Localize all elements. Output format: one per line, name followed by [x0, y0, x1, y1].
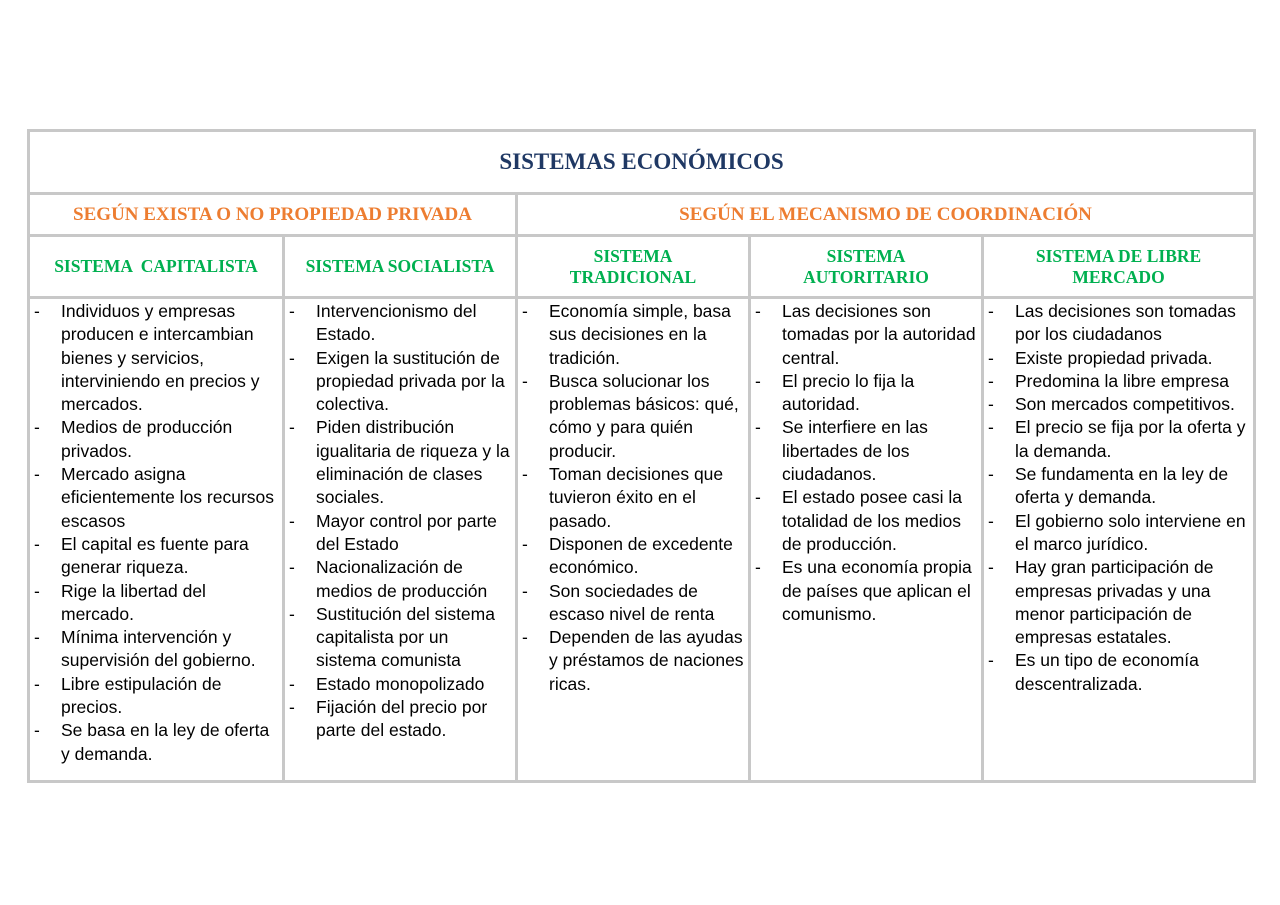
list-item-text: El precio lo fija la autoridad. [782, 370, 915, 415]
list-item [518, 533, 748, 580]
bullet-dash: - [34, 673, 40, 694]
list-item [285, 673, 515, 696]
bullet-dash: - [522, 370, 528, 391]
economic-systems-table [27, 129, 1256, 783]
bullet-dash: - [289, 697, 295, 718]
list-item [30, 463, 282, 533]
list-item-text: El gobierno solo interviene en el marco jurídico. [1015, 510, 1246, 554]
list-item-text: Sustitución del sistema capitalista por un sistema comunista [316, 603, 495, 671]
list-item-text: Mercado asigna eficientemente los recursos escasos [61, 464, 275, 531]
group-header-coordination: SEGÚN EL MECANISMO DE COORDINACIÓN [517, 194, 1255, 236]
bullet-dash: - [988, 417, 994, 438]
list-item-text: Es un tipo de economía descentralizada. [1015, 650, 1199, 694]
list-item-text: Son mercados competitivos. [1015, 394, 1235, 415]
bullet-dash: - [34, 720, 40, 741]
bullet-dash: - [988, 370, 994, 391]
list-item [285, 300, 515, 347]
group-row [29, 194, 1255, 236]
system-header-tradicional: SISTEMA TRADICIONAL [517, 236, 750, 298]
bullet-dash: - [34, 627, 40, 648]
list-item-text: Las decisiones son tomadas por los ciudadanos [1015, 301, 1236, 345]
tradicional-characteristics [517, 298, 750, 782]
bullet-dash: - [988, 510, 994, 531]
bullet-dash: - [34, 580, 40, 601]
list-item [518, 463, 748, 533]
list-item-text: El precio se fija por la oferta y la demanda. [1015, 417, 1246, 461]
list-item [751, 300, 981, 370]
list-item [751, 370, 981, 417]
bullet-dash: - [34, 464, 40, 485]
list-item-text: Dependen de las ayudas y préstamos de naciones ricas. [549, 627, 744, 694]
list-item [30, 533, 282, 580]
list-item-text: Se fundamenta en la ley de oferta y demanda. [1015, 464, 1229, 508]
list-item [285, 510, 515, 557]
list-item [30, 300, 282, 416]
list-item [518, 300, 748, 370]
list-item-text: Las decisiones son tomadas por la autoridad central. [782, 301, 976, 368]
bullet-dash: - [988, 394, 994, 415]
list-item [751, 416, 981, 486]
bullet-dash: - [755, 301, 761, 321]
bullet-dash: - [522, 580, 528, 601]
bullet-dash: - [34, 417, 40, 438]
bullet-dash: - [755, 487, 761, 508]
system-header-capitalista: SISTEMA CAPITALISTA [29, 236, 284, 298]
bullet-dash: - [755, 370, 761, 391]
libre-mercado-characteristics [983, 298, 1255, 782]
list-item-text: Mayor control por parte del Estado [316, 510, 497, 554]
bullet-dash: - [755, 417, 761, 438]
system-header-row [29, 236, 1255, 298]
list-item-text: Hay gran participación de empresas privadas y una menor participación de empresas estatales. [1015, 557, 1214, 648]
bullet-dash: - [522, 464, 528, 485]
list-item-text: Busca solucionar los problemas básicos: qué, cómo y para quién producir. [549, 370, 739, 461]
list-item [285, 416, 515, 509]
list-item [30, 580, 282, 627]
bullet-dash: - [988, 464, 994, 485]
list-item [518, 580, 748, 627]
bullet-dash: - [289, 603, 295, 624]
list-item [30, 719, 282, 766]
list-item-text: Medios de producción privados. [61, 417, 233, 461]
list-item [984, 463, 1253, 510]
bullet-dash: - [289, 417, 295, 438]
group-header-private-property: SEGÚN EXISTA O NO PROPIEDAD PRIVADA [29, 194, 517, 236]
list-item-text: Intervencionismo del Estado. [316, 301, 477, 345]
bullet-dash: - [988, 650, 994, 671]
list-item-text: Exigen la sustitución de propiedad privada por la colectiva. [316, 347, 505, 415]
list-item [285, 696, 515, 743]
list-item [984, 347, 1253, 370]
bullet-dash: - [289, 557, 295, 578]
list-item-text: Disponen de excedente económico. [549, 533, 733, 578]
list-item-text: Toman decisiones que tuvieron éxito en el pasado. [549, 464, 724, 531]
list-item-text: Nacionalización de medios de producción [316, 557, 488, 601]
list-item-text: Estado monopolizado [316, 673, 485, 694]
list-item-text: Se basa en la ley de oferta y demanda. [61, 720, 270, 764]
list-item-text: Existe propiedad privada. [1015, 347, 1213, 368]
list-item [751, 486, 981, 556]
bullet-dash: - [289, 301, 295, 321]
list-item [984, 510, 1253, 557]
list-item [984, 556, 1253, 649]
list-item-text: Individuos y empresas producen e intercambian bienes y servicios, interviniendo en precios y mercados. [61, 301, 260, 415]
system-header-socialista: SISTEMA SOCIALISTA [284, 236, 517, 298]
list-item [30, 416, 282, 463]
list-item-text: El estado posee casi la totalidad de los medios de producción. [782, 487, 962, 554]
list-item [984, 416, 1253, 463]
list-item [984, 300, 1253, 347]
bullet-dash: - [289, 673, 295, 694]
list-item-text: Predomina la libre empresa [1015, 370, 1229, 391]
list-item [285, 347, 515, 417]
list-item [751, 556, 981, 626]
bullet-dash: - [34, 301, 40, 321]
bullet-dash: - [34, 533, 40, 554]
list-item-text: Mínima intervención y supervisión del gobierno. [61, 627, 256, 671]
list-item-text: Se interfiere en las libertades de los ciudadanos. [782, 417, 928, 485]
list-item [285, 603, 515, 673]
list-item [984, 649, 1253, 696]
bullet-dash: - [289, 347, 295, 368]
list-item-text: Economía simple, basa sus decisiones en la tradición. [549, 301, 731, 368]
bullet-dash: - [988, 557, 994, 578]
bullet-dash: - [522, 301, 528, 321]
list-item [30, 673, 282, 720]
socialista-characteristics [284, 298, 517, 782]
list-item-text: Rige la libertad del mercado. [61, 580, 206, 624]
title-row [29, 131, 1255, 194]
list-item [984, 393, 1253, 416]
list-item-text: Son sociedades de escaso nivel de renta [549, 580, 715, 624]
characteristics-row [29, 298, 1255, 782]
autoritario-characteristics [750, 298, 983, 782]
bullet-dash: - [755, 557, 761, 578]
list-item [518, 626, 748, 696]
list-item-text: El capital es fuente para generar riqueza. [61, 533, 249, 578]
system-header-autoritario: SISTEMA AUTORITARIO [750, 236, 983, 298]
list-item-text: Fijación del precio por parte del estado. [316, 697, 488, 741]
list-item [30, 626, 282, 673]
list-item-text: Es una economía propia de países que aplican el comunismo. [782, 557, 972, 624]
bullet-dash: - [988, 347, 994, 368]
list-item [984, 370, 1253, 393]
list-item-text: Piden distribución igualitaria de riqueza y la eliminación de clases sociales. [316, 417, 510, 508]
list-item-text: Libre estipulación de precios. [61, 673, 222, 718]
list-item [518, 370, 748, 463]
bullet-dash: - [988, 301, 994, 321]
bullet-dash: - [289, 510, 295, 531]
list-item [285, 556, 515, 603]
bullet-dash: - [522, 533, 528, 554]
capitalista-characteristics [29, 298, 284, 782]
system-header-libre-mercado: SISTEMA DE LIBRE MERCADO [983, 236, 1255, 298]
table-title: SISTEMAS ECONÓMICOS [29, 131, 1255, 194]
bullet-dash: - [522, 627, 528, 648]
